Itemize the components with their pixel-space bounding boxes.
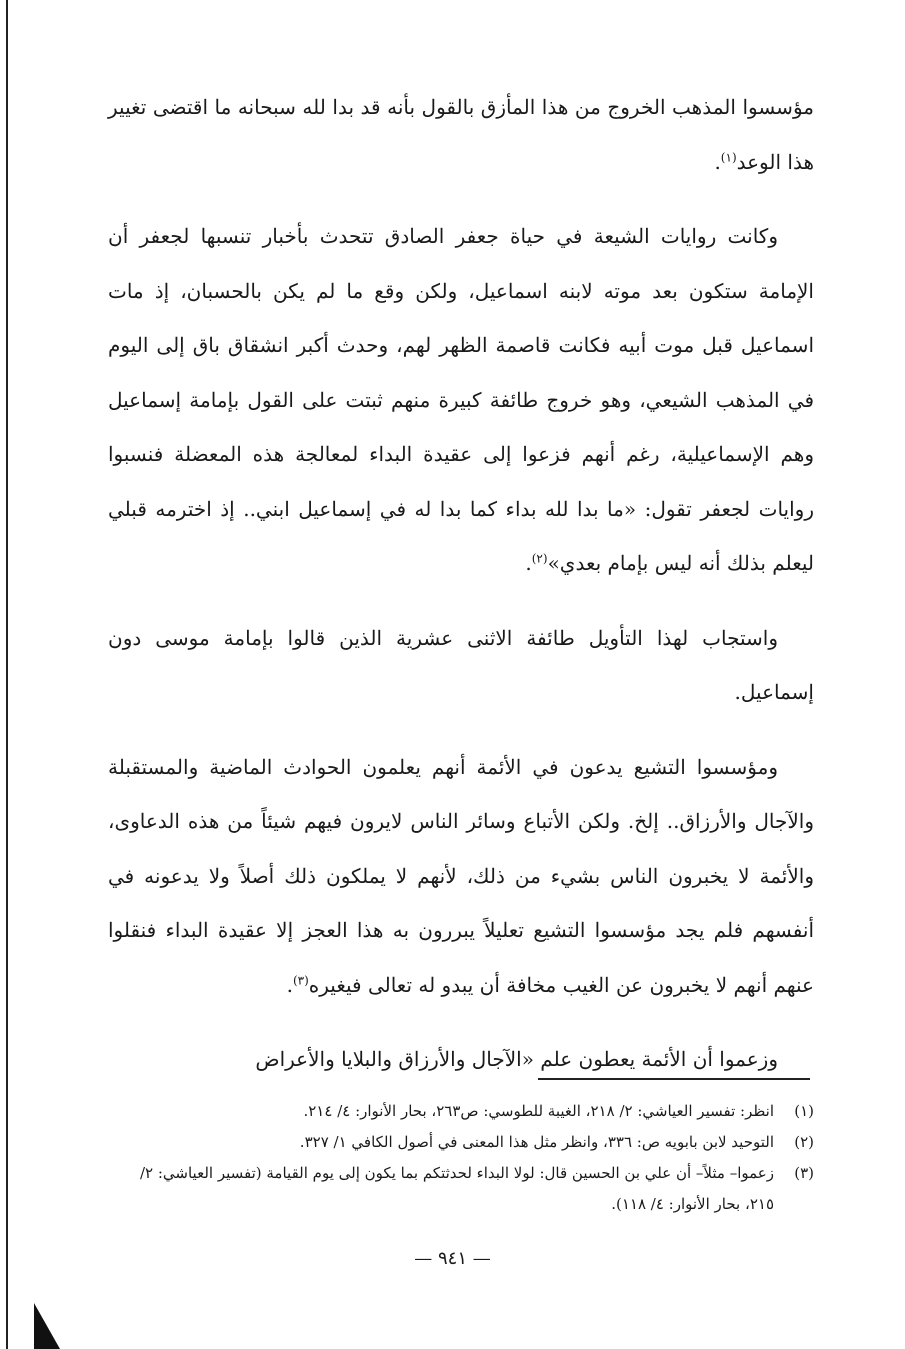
footnote-number: (٣) bbox=[794, 1164, 814, 1182]
footnotes bbox=[108, 1096, 814, 1220]
page-number: — ٩٤١ — bbox=[414, 1248, 491, 1269]
footnote-3 bbox=[108, 1158, 814, 1220]
paragraph-1: مؤسسوا المذهب الخروج من هذا المأزق بالقول بأنه قد بدا لله سبحانه ما اقتضى تغيير هذا الوعد$^{(١)}$. bbox=[108, 95, 814, 174]
footnote-ref-1: (١) bbox=[720, 149, 737, 164]
footnote-text: انظر: تفسير العياشي: ٢/ ٢١٨، الغيبة للطوسي: ص٢٦٣، بحار الأنوار: ٤/ ٢١٤. bbox=[303, 1102, 774, 1120]
page-edge-rule bbox=[6, 0, 8, 1349]
footnote-separator bbox=[538, 1078, 810, 1080]
paragraph-3: واستجاب لهذا التأويل طائفة الاثنى عشرية الذين قالوا بإمامة موسى دون إسماعيل. bbox=[108, 625, 814, 704]
footnote-2 bbox=[108, 1127, 814, 1158]
footnote-ref-2: (٢) bbox=[531, 551, 548, 566]
footnote-number: (٢) bbox=[794, 1133, 814, 1151]
footnote-text: زعموا– مثلاً– أن علي بن الحسين قال: لولا البداء لحدثتكم بما يكون إلى يوم القيامة (تفسير العياشي: ٢/ ٢١٥، بحار الأنوار: ٤/ ١١٨). bbox=[139, 1164, 774, 1213]
footnote-1 bbox=[108, 1096, 814, 1127]
footnote-text: التوحيد لابن بابويه ص: ٣٣٦، وانظر مثل هذا المعنى في أصول الكافي ١/ ٣٢٧. bbox=[299, 1133, 774, 1151]
paragraph-2: وكانت روايات الشيعة في حياة جعفر الصادق تتحدث بأخبار تنسبها لجعفر أن الإمامة ستكون بعد موته لابنه اسماعيل، ولكن وقع ما لم يكن بالحسبان، إذ مات اسماعيل قبل موت أبيه فكانت قاصمة الظهر لهم، وحدث أكبر انشقاق باق إلى اليوم في المذهب الشيعي، وهو خروج طائفة كبيرة منهم ثبتت على القول بإمامة إسماعيل وهم الإسماعيلية، رغم أنهم فزعوا إلى عقيدة البداء لمعالجة هذه المعضلة فنسبوا روايات لجعفر تقول: «ما بدا لله بداء كما بدا له في إسماعيل ابني.. إذ اخترمه قبلي ليعلم بذلك أنه ليس بإمام بعدي»$^{(٢)}$. bbox=[108, 224, 814, 575]
paragraph-5: وزعموا أن الأئمة يعطون علم «الآجال والأرزاق والبلايا والأعراض bbox=[255, 1047, 778, 1071]
paragraph-4: ومؤسسوا التشيع يدعون في الأئمة أنهم يعلمون الحوادث الماضية والمستقبلة والآجال والأرزاق.. إلخ. ولكن الأتباع وسائر الناس لايرون فيهم شيئاً من هذه الدعاوى، والأئمة لا يخبرون الناس بشيء من ذلك، لأنهم لا يملكون ذلك أصلاً ولا يدعونه في أنفسهم فلم يجد مؤسسوا التشيع تعليلاً يبررون به هذا العجز إلا عقيدة البداء فنقلوا عنهم أنهم لا يخبرون عن الغيب مخافة أن يبدو له تعالى فيغيره$^{(٣)}$. bbox=[108, 754, 814, 997]
footnote-number: (١) bbox=[794, 1102, 814, 1120]
footnote-ref-3: (٣) bbox=[292, 972, 309, 987]
corner-triangle-mark bbox=[34, 1303, 60, 1349]
main-text bbox=[108, 80, 814, 1107]
